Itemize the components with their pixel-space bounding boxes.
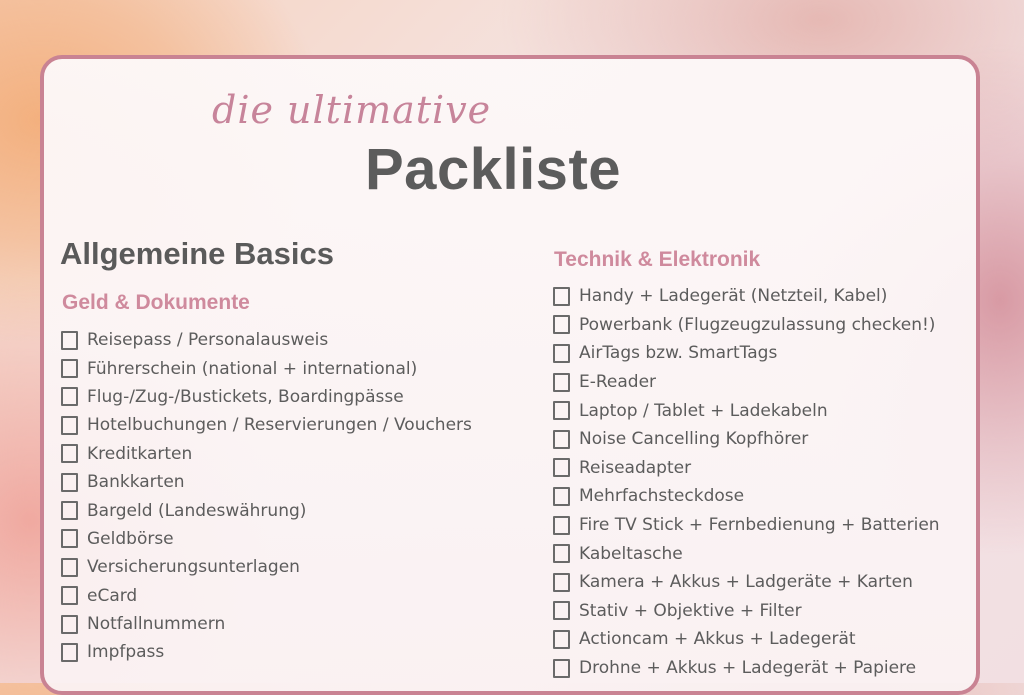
item-label: Bankkarten <box>87 472 185 493</box>
checkbox[interactable] <box>61 615 78 634</box>
item-label: Hotelbuchungen / Reservierungen / Vouchers <box>87 415 472 436</box>
checkbox[interactable] <box>61 586 78 605</box>
checkbox[interactable] <box>61 501 78 520</box>
list-item <box>553 368 940 397</box>
list-item <box>553 625 940 654</box>
checkbox[interactable] <box>61 331 78 350</box>
checkbox[interactable] <box>553 458 570 477</box>
list-item <box>61 525 472 553</box>
item-label: Flug-/Zug-/Bustickets, Boardingpässe <box>87 386 404 407</box>
list-item <box>553 539 940 568</box>
list-item <box>553 511 940 540</box>
item-label: Notfallnummern <box>87 614 226 635</box>
item-label: Reiseadapter <box>579 457 692 478</box>
item-label: Führerschein (national + international) <box>87 358 418 379</box>
list-item <box>61 326 472 354</box>
section-heading-basics: Allgemeine Basics <box>60 236 334 271</box>
list-item <box>553 568 940 597</box>
checkbox[interactable] <box>61 387 78 406</box>
list-item <box>553 339 940 368</box>
item-label: Noise Cancelling Kopfhörer <box>579 429 809 450</box>
list-item <box>553 425 940 454</box>
list-item <box>61 468 472 496</box>
checkbox[interactable] <box>553 573 570 592</box>
list-item <box>61 383 472 411</box>
checkbox[interactable] <box>61 416 78 435</box>
list-item <box>61 553 472 581</box>
item-label: Kabeltasche <box>579 543 683 564</box>
item-label: AirTags bzw. SmartTags <box>579 343 778 364</box>
item-label: Powerbank (Flugzeugzulassung checken!) <box>579 314 936 335</box>
money-documents-list <box>61 326 472 667</box>
list-item <box>61 440 472 468</box>
checkbox[interactable] <box>553 544 570 563</box>
checkbox[interactable] <box>553 430 570 449</box>
item-label: E-Reader <box>579 372 657 393</box>
item-label: Mehrfachsteckdose <box>579 486 745 507</box>
item-label: Reisepass / Personalausweis <box>87 330 329 351</box>
item-label: Kamera + Akkus + Ladgeräte + Karten <box>579 572 913 593</box>
checkbox[interactable] <box>553 287 570 306</box>
checkbox[interactable] <box>553 487 570 506</box>
list-item <box>61 411 472 439</box>
tech-electronics-list <box>553 282 940 682</box>
checkbox[interactable] <box>553 601 570 620</box>
item-label: Bargeld (Landeswährung) <box>87 500 307 521</box>
list-item <box>553 597 940 626</box>
checkbox[interactable] <box>553 344 570 363</box>
list-item <box>553 654 940 683</box>
checkbox[interactable] <box>553 659 570 678</box>
subheading-tech-electronics: Technik & Elektronik <box>554 248 761 271</box>
checkbox[interactable] <box>553 315 570 334</box>
script-title: die ultimative <box>212 88 492 132</box>
checkbox[interactable] <box>61 529 78 548</box>
list-item <box>61 354 472 382</box>
item-label: Handy + Ladegerät (Netzteil, Kabel) <box>579 286 888 307</box>
item-label: Versicherungsunterlagen <box>87 557 300 578</box>
item-label: Laptop / Tablet + Ladekabeln <box>579 400 828 421</box>
list-item <box>61 610 472 638</box>
item-label: Stativ + Objektive + Filter <box>579 600 802 621</box>
checkbox[interactable] <box>553 401 570 420</box>
list-item <box>61 582 472 610</box>
checkbox[interactable] <box>61 473 78 492</box>
page-title: Packliste <box>365 137 622 202</box>
checkbox[interactable] <box>61 444 78 463</box>
checkbox[interactable] <box>553 630 570 649</box>
list-item <box>553 482 940 511</box>
item-label: Drohne + Akkus + Ladegerät + Papiere <box>579 658 917 679</box>
checkbox[interactable] <box>61 643 78 662</box>
checkbox[interactable] <box>553 516 570 535</box>
subheading-money-documents: Geld & Dokumente <box>62 291 250 314</box>
item-label: Actioncam + Akkus + Ladegerät <box>579 629 856 650</box>
list-item <box>553 311 940 340</box>
item-label: Kreditkarten <box>87 443 193 464</box>
item-label: Impfpass <box>87 642 165 663</box>
list-item <box>553 396 940 425</box>
list-item <box>61 496 472 524</box>
list-item <box>553 282 940 311</box>
item-label: Fire TV Stick + Fernbedienung + Batterien <box>579 515 940 536</box>
checkbox[interactable] <box>61 558 78 577</box>
checkbox[interactable] <box>553 373 570 392</box>
list-item <box>553 454 940 483</box>
list-item <box>61 638 472 666</box>
checkbox[interactable] <box>61 359 78 378</box>
item-label: eCard <box>87 585 138 606</box>
item-label: Geldbörse <box>87 528 174 549</box>
